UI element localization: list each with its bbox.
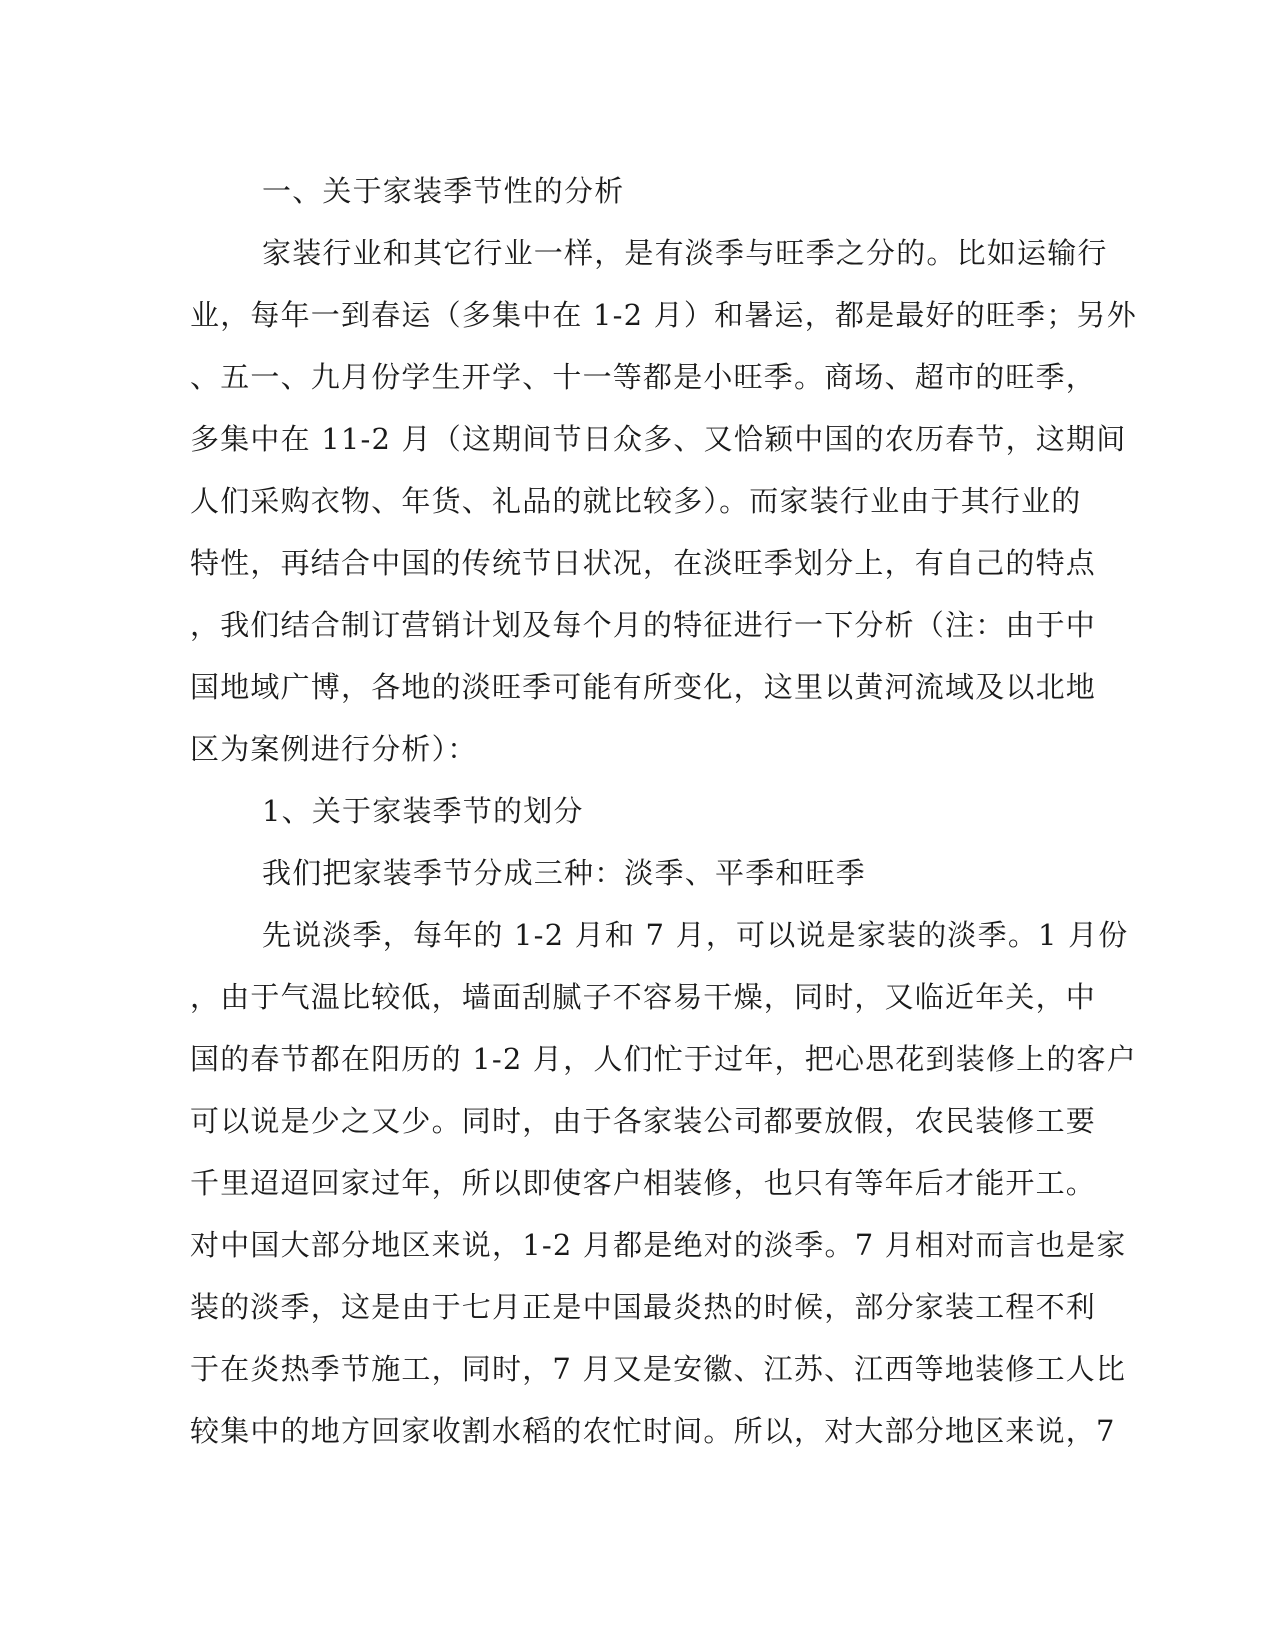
section-heading: 一、关于家装季节性的分析	[262, 174, 625, 208]
paragraph-line: 特性，再结合中国的传统节日状况，在淡旺季划分上，有自己的特点	[190, 546, 1097, 580]
paragraph-line: 装的淡季，这是由于七月正是中国最炎热的时候，部分家装工程不利	[190, 1290, 1097, 1324]
paragraph-line: 千里迢迢回家过年，所以即使客户相装修，也只有等年后才能开工。	[190, 1166, 1097, 1200]
paragraph-line: 、五一、九月份学生开学、十一等都是小旺季。商场、超市的旺季，	[190, 360, 1097, 394]
paragraph-line: 国的春节都在阳历的 1-2 月，人们忙于过年，把心思花到装修上的客户	[190, 1042, 1137, 1076]
subsection-heading: 1、关于家装季节的划分	[262, 794, 584, 828]
paragraph-line: ，由于气温比较低，墙面刮腻子不容易干燥，同时，又临近年关，中	[190, 980, 1097, 1014]
paragraph-line: 我们把家装季节分成三种：淡季、平季和旺季	[262, 856, 867, 890]
paragraph-line: 先说淡季，每年的 1-2 月和 7 月，可以说是家装的淡季。1 月份	[262, 918, 1129, 952]
document-body	[190, 160, 1137, 1462]
paragraph-line: 可以说是少之又少。同时，由于各家装公司都要放假，农民装修工要	[190, 1104, 1097, 1138]
paragraph-line: ，我们结合制订营销计划及每个月的特征进行一下分析（注：由于中	[190, 608, 1097, 642]
paragraph-line: 国地域广博，各地的淡旺季可能有所变化，这里以黄河流域及以北地	[190, 670, 1097, 704]
paragraph-line: 较集中的地方回家收割水稻的农忙时间。所以，对大部分地区来说，7	[190, 1414, 1116, 1448]
paragraph-line: 区为案例进行分析）：	[190, 732, 478, 766]
paragraph-line: 对中国大部分地区来说，1-2 月都是绝对的淡季。7 月相对而言也是家	[190, 1228, 1127, 1262]
paragraph-line: 业，每年一到春运（多集中在 1-2 月）和暑运，都是最好的旺季；另外	[190, 298, 1137, 332]
paragraph-line: 人们采购衣物、年货、礼品的就比较多）。而家装行业由于其行业的	[190, 484, 1082, 518]
paragraph-line: 多集中在 11-2 月（这期间节日众多、又恰颖中国的农历春节，这期间	[190, 422, 1127, 456]
paragraph-line: 于在炎热季节施工，同时，7 月又是安徽、江苏、江西等地装修工人比	[190, 1352, 1127, 1386]
paragraph-line: 家装行业和其它行业一样，是有淡季与旺季之分的。比如运输行	[262, 236, 1108, 270]
